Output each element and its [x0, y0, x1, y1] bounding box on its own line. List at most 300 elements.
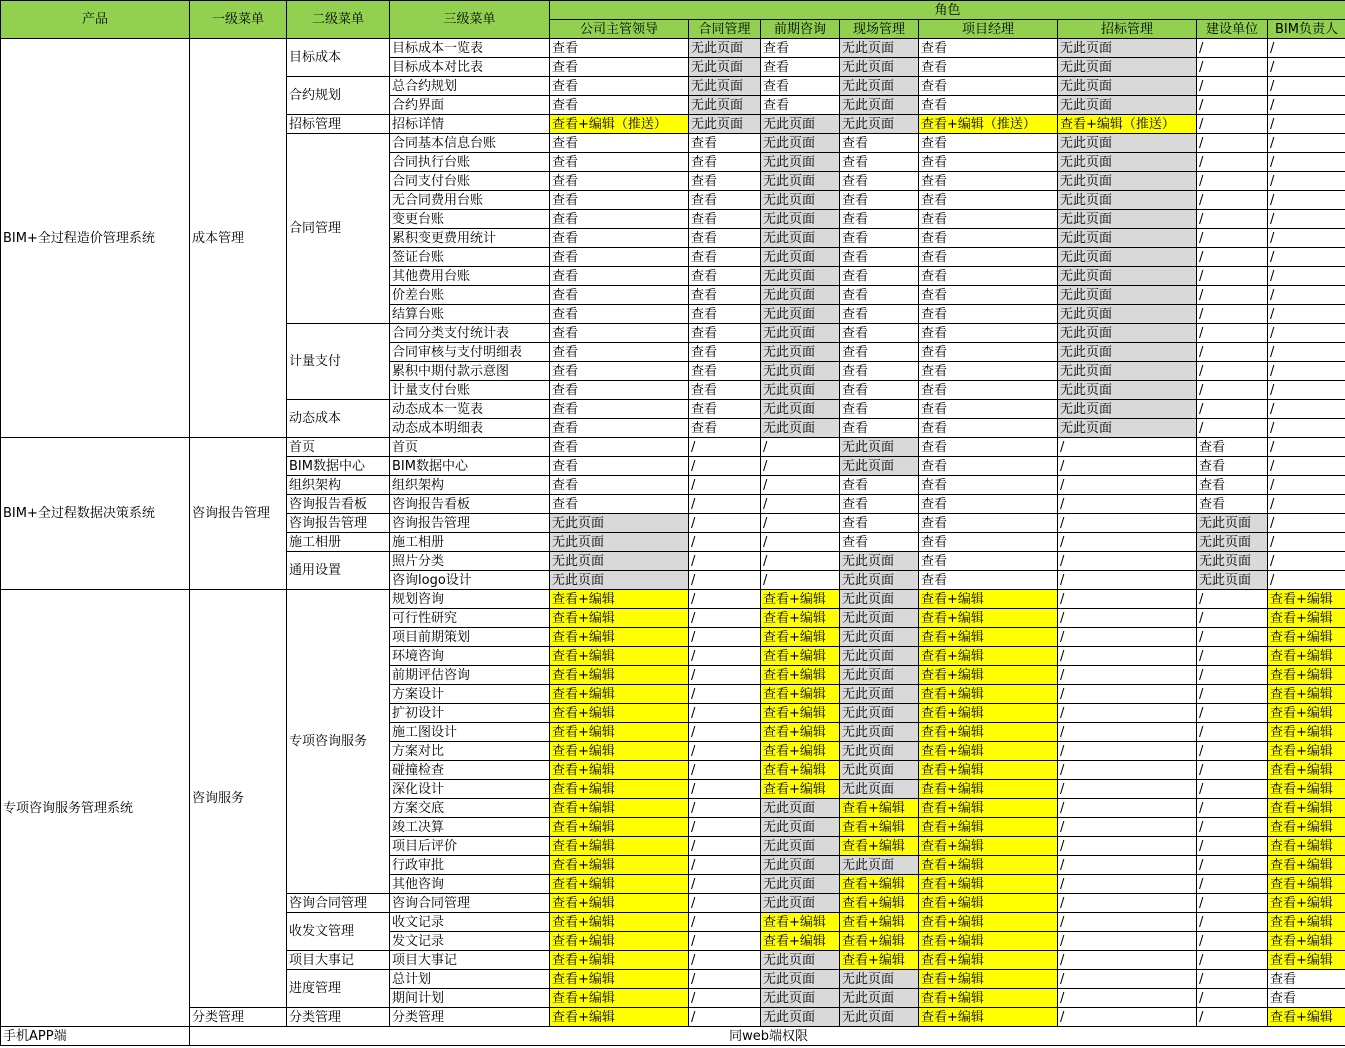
permission-cell: 无此页面	[840, 666, 919, 685]
permission-cell: 查看+编辑	[761, 609, 840, 628]
permission-cell: /	[689, 875, 761, 894]
menu3-cell: 施工相册	[390, 533, 550, 552]
permission-cell: /	[689, 780, 761, 799]
permission-cell: 无此页面	[761, 419, 840, 438]
menu3-cell: 总合约规划	[390, 77, 550, 96]
permission-cell: /	[1197, 153, 1268, 172]
permission-cell: /	[689, 571, 761, 590]
permission-cell: 查看+编辑	[761, 704, 840, 723]
permission-cell: 查看	[840, 324, 919, 343]
permission-cell: 查看	[550, 476, 689, 495]
permission-cell: /	[1197, 647, 1268, 666]
menu3-cell: 施工图设计	[390, 723, 550, 742]
permission-cell: /	[1058, 742, 1197, 761]
permission-cell: 无此页面	[761, 229, 840, 248]
permission-cell: 查看+编辑	[550, 723, 689, 742]
permission-cell: 查看	[689, 362, 761, 381]
permission-cell: 查看+编辑	[550, 1008, 689, 1027]
permission-cell: 查看	[550, 191, 689, 210]
permission-cell: /	[1268, 172, 1345, 191]
permission-cell: 无此页面	[761, 951, 840, 970]
menu2-cell: 招标管理	[287, 115, 390, 134]
permission-cell: 查看+编辑	[550, 837, 689, 856]
permission-cell: 查看	[919, 514, 1058, 533]
permission-cell: 查看	[919, 362, 1058, 381]
permission-cell: 查看+编辑	[840, 818, 919, 837]
permission-cell: /	[689, 628, 761, 647]
permission-cell: 查看	[919, 58, 1058, 77]
permission-cell: /	[1268, 362, 1345, 381]
permission-cell: 查看	[919, 343, 1058, 362]
permission-cell: 查看	[919, 438, 1058, 457]
menu3-cell: 合约界面	[390, 96, 550, 115]
permission-cell: /	[1197, 324, 1268, 343]
permission-cell: 查看+编辑	[761, 666, 840, 685]
permission-cell: /	[1197, 590, 1268, 609]
permission-cell: 查看	[1268, 970, 1345, 989]
permission-cell: /	[689, 932, 761, 951]
permission-cell: /	[689, 552, 761, 571]
menu3-cell: 方案交底	[390, 799, 550, 818]
table-row	[1, 590, 1345, 609]
permission-cell: /	[689, 951, 761, 970]
role-header: 前期咨询	[761, 20, 840, 39]
permission-cell: 无此页面	[840, 723, 919, 742]
permission-cell: 无此页面	[761, 115, 840, 134]
menu2-cell: 分类管理	[287, 1008, 390, 1027]
permission-cell: /	[689, 723, 761, 742]
role-header: 公司主管领导	[550, 20, 689, 39]
permission-cell: 无此页面	[840, 780, 919, 799]
permission-cell: 查看+编辑	[1268, 609, 1345, 628]
permission-cell: 查看	[919, 39, 1058, 58]
menu3-cell: 方案对比	[390, 742, 550, 761]
permission-cell: /	[1058, 932, 1197, 951]
permission-cell: /	[1197, 932, 1268, 951]
permission-cell: /	[1197, 742, 1268, 761]
permission-cell: 无此页面	[761, 248, 840, 267]
permission-cell: 无此页面	[689, 96, 761, 115]
menu3-cell: 深化设计	[390, 780, 550, 799]
permission-cell: 查看	[550, 286, 689, 305]
permission-cell: 查看+编辑	[1268, 932, 1345, 951]
permission-cell: /	[689, 761, 761, 780]
header-product: 产品	[1, 1, 190, 39]
menu3-cell: 累积变更费用统计	[390, 229, 550, 248]
permission-cell: 查看	[919, 533, 1058, 552]
permission-cell: /	[1197, 172, 1268, 191]
permission-cell: 无此页面	[761, 134, 840, 153]
menu1-cell: 分类管理	[190, 1008, 287, 1027]
permission-cell: /	[1197, 286, 1268, 305]
permission-cell: /	[1058, 476, 1197, 495]
permission-cell: 查看+编辑	[919, 609, 1058, 628]
permission-cell: /	[689, 609, 761, 628]
permission-cell: 无此页面	[689, 115, 761, 134]
permission-cell: 查看+编辑	[550, 932, 689, 951]
permission-cell: 查看	[689, 267, 761, 286]
permission-cell: /	[1058, 799, 1197, 818]
permission-cell: /	[1058, 495, 1197, 514]
permission-cell: 查看+编辑	[1268, 913, 1345, 932]
menu3-cell: 项目大事记	[390, 951, 550, 970]
menu3-cell: 收文记录	[390, 913, 550, 932]
permission-cell: 查看	[1268, 989, 1345, 1008]
permission-cell: 查看	[550, 58, 689, 77]
permission-cell: 无此页面	[1058, 134, 1197, 153]
permission-cell: 查看+编辑	[919, 628, 1058, 647]
permission-cell: 无此页面	[761, 400, 840, 419]
permission-cell: 查看	[689, 324, 761, 343]
menu3-cell: 动态成本明细表	[390, 419, 550, 438]
permission-cell: 无此页面	[550, 514, 689, 533]
menu2-cell: 进度管理	[287, 970, 390, 1008]
menu3-cell: BIM数据中心	[390, 457, 550, 476]
permission-cell: 查看	[919, 134, 1058, 153]
permission-cell: 查看	[689, 172, 761, 191]
menu3-cell: 咨询logo设计	[390, 571, 550, 590]
permission-cell: 查看	[550, 362, 689, 381]
permission-cell: 查看	[550, 343, 689, 362]
menu3-cell: 碰撞检查	[390, 761, 550, 780]
permission-cell: 查看+编辑	[919, 704, 1058, 723]
permission-cell: /	[1268, 153, 1345, 172]
role-header: 项目经理	[919, 20, 1058, 39]
permission-cell: 查看	[919, 248, 1058, 267]
permission-cell: 无此页面	[840, 856, 919, 875]
menu3-cell: 合同基本信息台账	[390, 134, 550, 153]
permission-cell: 查看+编辑	[550, 666, 689, 685]
permission-cell: /	[689, 495, 761, 514]
permission-cell: 查看+编辑	[919, 647, 1058, 666]
permission-cell: 无此页面	[840, 989, 919, 1008]
permission-cell: /	[1197, 343, 1268, 362]
menu3-cell: 咨询合同管理	[390, 894, 550, 913]
permission-cell: 查看	[840, 248, 919, 267]
permission-cell: 查看	[550, 305, 689, 324]
permission-cell: 查看	[689, 153, 761, 172]
permission-cell: 查看+编辑	[919, 799, 1058, 818]
menu1-cell: 成本管理	[190, 39, 287, 438]
permission-cell: 查看+编辑	[550, 647, 689, 666]
permission-cell: 无此页面	[550, 571, 689, 590]
permission-cell: 查看+编辑（推送）	[1058, 115, 1197, 134]
permission-cell: /	[1268, 248, 1345, 267]
permission-cell: 查看+编辑	[919, 1008, 1058, 1027]
permission-cell: /	[1268, 419, 1345, 438]
permission-cell: /	[1197, 267, 1268, 286]
permission-cell: /	[1058, 875, 1197, 894]
permission-cell: /	[761, 476, 840, 495]
permission-cell: /	[689, 913, 761, 932]
permission-cell: /	[761, 457, 840, 476]
permission-cell: /	[1197, 305, 1268, 324]
menu2-cell: 咨询报告看板	[287, 495, 390, 514]
permission-cell: 无此页面	[1197, 514, 1268, 533]
permission-cell: 无此页面	[840, 609, 919, 628]
permission-cell: /	[1197, 628, 1268, 647]
permission-cell: 查看	[840, 267, 919, 286]
permission-cell: /	[689, 799, 761, 818]
menu3-cell: 照片分类	[390, 552, 550, 571]
table-row	[1, 1008, 1345, 1027]
permission-cell: 无此页面	[761, 837, 840, 856]
menu3-cell: 合同审核与支付明细表	[390, 343, 550, 362]
permission-cell: 无此页面	[761, 286, 840, 305]
menu3-cell: 规划咨询	[390, 590, 550, 609]
permission-cell: /	[1268, 115, 1345, 134]
permission-cell: /	[1197, 913, 1268, 932]
permission-cell: 无此页面	[1058, 324, 1197, 343]
permission-cell: /	[689, 704, 761, 723]
permission-cell: 无此页面	[761, 875, 840, 894]
permission-cell: 查看+编辑	[840, 951, 919, 970]
footer-row	[1, 1027, 1345, 1046]
header-menu1: 一级菜单	[190, 1, 287, 39]
permission-cell: 无此页面	[761, 343, 840, 362]
permission-cell: 查看+编辑	[1268, 590, 1345, 609]
permission-cell: 无此页面	[1197, 533, 1268, 552]
permission-cell: 查看	[689, 286, 761, 305]
permission-cell: 查看	[919, 552, 1058, 571]
permission-cell: 查看	[689, 248, 761, 267]
permission-cell: 无此页面	[761, 153, 840, 172]
permission-cell: 查看	[919, 229, 1058, 248]
header-menu3: 三级菜单	[390, 1, 550, 39]
permission-cell: 查看+编辑	[919, 685, 1058, 704]
permission-cell: 查看+编辑	[761, 780, 840, 799]
permission-cell: /	[1058, 704, 1197, 723]
permission-cell: 查看	[761, 96, 840, 115]
permission-cell: 查看	[550, 381, 689, 400]
menu3-cell: 合同执行台账	[390, 153, 550, 172]
permission-cell: /	[1058, 457, 1197, 476]
permission-cell: 无此页面	[1058, 39, 1197, 58]
menu3-cell: 目标成本一览表	[390, 39, 550, 58]
footer-note: 同web端权限	[190, 1027, 1345, 1046]
permission-cell: /	[1268, 39, 1345, 58]
permission-cell: /	[761, 495, 840, 514]
permission-cell: 查看+编辑	[550, 818, 689, 837]
menu2-cell: 首页	[287, 438, 390, 457]
permission-cell: 无此页面	[761, 799, 840, 818]
permission-cell: /	[1197, 400, 1268, 419]
permission-cell: 查看	[840, 495, 919, 514]
permission-cell: /	[1197, 609, 1268, 628]
menu3-cell: 可行性研究	[390, 609, 550, 628]
permission-cell: 无此页面	[840, 438, 919, 457]
permission-cell: /	[1268, 58, 1345, 77]
permission-cell: 查看	[919, 495, 1058, 514]
permission-cell: /	[689, 476, 761, 495]
permission-cell: /	[1058, 514, 1197, 533]
menu3-cell: 前期评估咨询	[390, 666, 550, 685]
permission-cell: 无此页面	[761, 362, 840, 381]
permission-cell: /	[1268, 305, 1345, 324]
menu3-cell: 目标成本对比表	[390, 58, 550, 77]
menu3-cell: 咨询报告看板	[390, 495, 550, 514]
permission-cell: /	[1058, 609, 1197, 628]
permission-cell: 查看	[840, 153, 919, 172]
permission-cell: 查看+编辑	[1268, 818, 1345, 837]
permission-cell: 无此页面	[761, 989, 840, 1008]
permission-cell: /	[689, 1008, 761, 1027]
permission-cell: /	[1058, 894, 1197, 913]
permission-cell: /	[1058, 761, 1197, 780]
permission-cell: 无此页面	[761, 267, 840, 286]
permission-cell: 查看	[550, 153, 689, 172]
header-roles-title: 角色	[550, 1, 1345, 20]
permission-cell: /	[1197, 875, 1268, 894]
permission-cell: /	[1197, 58, 1268, 77]
permission-cell: 查看	[761, 39, 840, 58]
permission-cell: 查看+编辑	[1268, 1008, 1345, 1027]
permission-cell: 查看+编辑	[550, 913, 689, 932]
menu3-cell: 总计划	[390, 970, 550, 989]
menu3-cell: 变更台账	[390, 210, 550, 229]
permission-cell: 无此页面	[689, 77, 761, 96]
permission-cell: 查看	[550, 77, 689, 96]
permission-cell: /	[1058, 438, 1197, 457]
menu3-cell: 其他咨询	[390, 875, 550, 894]
permission-cell: 无此页面	[761, 818, 840, 837]
permission-cell: /	[1058, 533, 1197, 552]
permission-cell: 无此页面	[840, 552, 919, 571]
permission-cell: /	[1197, 704, 1268, 723]
permission-cell: 查看+编辑（推送）	[550, 115, 689, 134]
menu3-cell: 首页	[390, 438, 550, 457]
permission-cell: /	[1197, 685, 1268, 704]
menu3-cell: 结算台账	[390, 305, 550, 324]
permission-cell: 无此页面	[761, 191, 840, 210]
menu3-cell: 扩初设计	[390, 704, 550, 723]
permission-cell: 查看+编辑	[919, 666, 1058, 685]
permission-cell: /	[1197, 666, 1268, 685]
permission-cell: 查看	[689, 400, 761, 419]
permission-cell: 查看+编辑	[1268, 780, 1345, 799]
permission-cell: 查看+编辑	[550, 951, 689, 970]
permission-cell: /	[1058, 913, 1197, 932]
permission-cell: 查看	[1197, 438, 1268, 457]
permission-cell: 查看+编辑	[919, 780, 1058, 799]
permission-cell: 查看	[550, 134, 689, 153]
menu3-cell: 分类管理	[390, 1008, 550, 1027]
permission-cell: 查看	[550, 229, 689, 248]
permission-cell: 查看+编辑	[550, 780, 689, 799]
permission-cell: 查看+编辑	[550, 742, 689, 761]
permission-cell: 查看	[689, 134, 761, 153]
permission-cell: /	[1197, 39, 1268, 58]
permission-cell: 无此页面	[1058, 381, 1197, 400]
permission-cell: 查看	[550, 495, 689, 514]
permission-cell: 查看	[550, 248, 689, 267]
menu3-cell: 动态成本一览表	[390, 400, 550, 419]
menu2-cell: 施工相册	[287, 533, 390, 552]
permission-cell: 查看+编辑	[1268, 799, 1345, 818]
permission-cell: 查看	[840, 229, 919, 248]
permission-cell: /	[689, 818, 761, 837]
permission-cell: /	[1197, 229, 1268, 248]
permission-cell: 查看	[919, 153, 1058, 172]
menu3-cell: 发文记录	[390, 932, 550, 951]
permission-cell: /	[1197, 210, 1268, 229]
permission-cell: /	[1058, 989, 1197, 1008]
permission-cell: 查看+编辑	[919, 894, 1058, 913]
permission-cell: /	[1058, 723, 1197, 742]
permission-cell: 查看+编辑	[761, 723, 840, 742]
permission-cell: 无此页面	[840, 39, 919, 58]
permission-cell: /	[1197, 780, 1268, 799]
permission-cell: 查看+编辑	[550, 989, 689, 1008]
permission-cell: 查看	[840, 343, 919, 362]
permission-cell: /	[1058, 647, 1197, 666]
permission-cell: 无此页面	[840, 970, 919, 989]
permission-cell: /	[689, 590, 761, 609]
permission-cell: 查看	[919, 305, 1058, 324]
permission-cell: 无此页面	[1058, 153, 1197, 172]
permission-cell: 查看	[550, 419, 689, 438]
permission-cell: 无此页面	[1058, 172, 1197, 191]
permission-cell: 无此页面	[840, 742, 919, 761]
permission-cell: 查看	[689, 343, 761, 362]
permission-cell: /	[1197, 799, 1268, 818]
permission-cell: 查看	[689, 191, 761, 210]
permission-cell: /	[1058, 818, 1197, 837]
permission-cell: 查看+编辑	[550, 875, 689, 894]
permission-cell: 查看+编辑	[919, 590, 1058, 609]
permission-cell: 查看+编辑	[1268, 837, 1345, 856]
permission-cell: 查看	[919, 267, 1058, 286]
permission-cell: /	[1197, 248, 1268, 267]
permission-cell: /	[1058, 951, 1197, 970]
permission-cell: /	[1058, 1008, 1197, 1027]
permission-cell: /	[689, 989, 761, 1008]
permission-cell: 无此页面	[1058, 419, 1197, 438]
permission-cell: /	[1058, 628, 1197, 647]
permission-cell: 无此页面	[1058, 248, 1197, 267]
permission-cell: /	[1197, 191, 1268, 210]
menu3-cell: 竣工决算	[390, 818, 550, 837]
header-menu2: 二级菜单	[287, 1, 390, 39]
permission-cell: 无此页面	[1058, 305, 1197, 324]
menu2-cell: 合同管理	[287, 134, 390, 324]
permission-cell: 无此页面	[761, 970, 840, 989]
permission-cell: 无此页面	[840, 704, 919, 723]
permission-cell: 无此页面	[1058, 286, 1197, 305]
menu3-cell: 项目后评价	[390, 837, 550, 856]
permission-cell: 无此页面	[840, 628, 919, 647]
role-header: BIM负责人	[1268, 20, 1345, 39]
permission-cell: 查看	[1197, 495, 1268, 514]
permission-cell: /	[1197, 818, 1268, 837]
permission-cell: 查看+编辑	[550, 628, 689, 647]
permission-cell: 查看	[919, 419, 1058, 438]
permission-cell: 查看+编辑	[919, 723, 1058, 742]
menu1-cell: 咨询服务	[190, 590, 287, 1008]
permission-cell: 查看+编辑	[550, 799, 689, 818]
menu2-cell: 通用设置	[287, 552, 390, 590]
permission-cell: /	[1197, 419, 1268, 438]
menu2-cell: 动态成本	[287, 400, 390, 438]
permission-cell: 无此页面	[840, 647, 919, 666]
role-header: 招标管理	[1058, 20, 1197, 39]
permission-cell: /	[1268, 552, 1345, 571]
permission-cell: 查看	[840, 362, 919, 381]
permission-cell: 查看+编辑	[550, 590, 689, 609]
permission-cell: 查看	[689, 229, 761, 248]
permission-cell: /	[761, 571, 840, 590]
permission-cell: 查看	[689, 381, 761, 400]
